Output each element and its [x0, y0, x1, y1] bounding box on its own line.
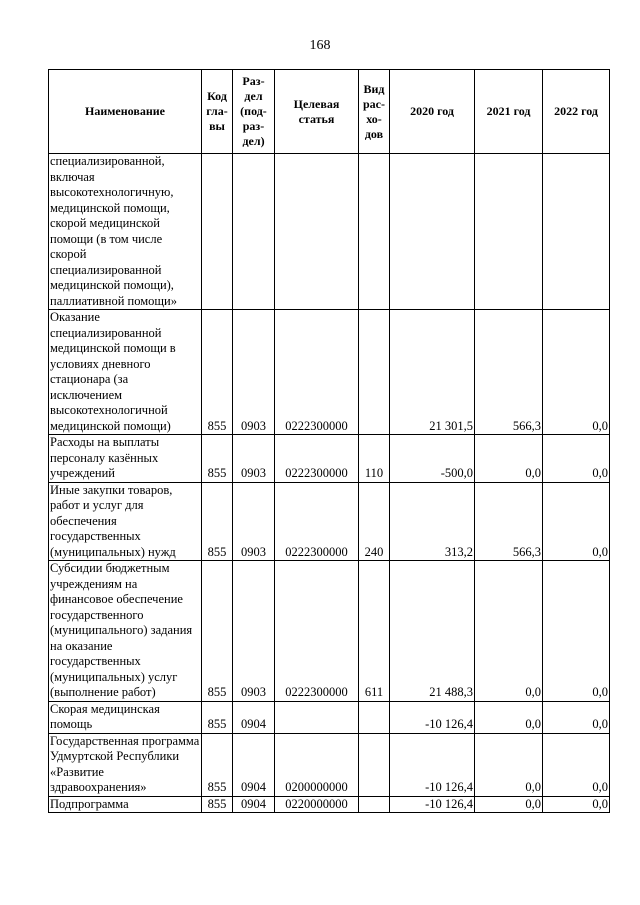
row-expense-type [359, 701, 390, 733]
row-name: Расходы на выплаты персоналу казённых учреждений [49, 435, 202, 483]
row-section: 0904 [233, 796, 275, 813]
row-2022: 0,0 [543, 310, 610, 435]
table-row [49, 701, 610, 733]
row-section: 0904 [233, 733, 275, 796]
row-chapter: 855 [202, 796, 233, 813]
row-2020: -10 126,4 [390, 701, 475, 733]
header-expense-type: Вид рас-хо-дов [359, 70, 390, 154]
table-row [49, 435, 610, 483]
row-target: 0222300000 [275, 435, 359, 483]
row-2020 [390, 154, 475, 310]
row-2020: -500,0 [390, 435, 475, 483]
row-2022: 0,0 [543, 733, 610, 796]
table-header [49, 70, 610, 154]
table-row [49, 733, 610, 796]
row-chapter: 855 [202, 435, 233, 483]
row-name: Субсидии бюджетным учреждениям на финансовое обеспечение государственного (муниципального) задания на оказание государственных (муниципальных) услуг (выполнение работ) [49, 561, 202, 702]
row-2020: 313,2 [390, 482, 475, 561]
row-target: 0222300000 [275, 310, 359, 435]
row-2021: 566,3 [475, 310, 543, 435]
header-2020: 2020 год [390, 70, 475, 154]
row-2021: 566,3 [475, 482, 543, 561]
row-2020: -10 126,4 [390, 796, 475, 813]
row-target: 0200000000 [275, 733, 359, 796]
row-name: специализированной, включая высокотехнологичную, медицинской помощи, скорой медицинской помощи (в том числе скорой специализированной медицинской помощи), паллиативной помощи» [49, 154, 202, 310]
row-expense-type [359, 796, 390, 813]
table-row [49, 310, 610, 435]
row-2021: 0,0 [475, 733, 543, 796]
row-target: 0222300000 [275, 561, 359, 702]
row-2020: -10 126,4 [390, 733, 475, 796]
table-row [49, 561, 610, 702]
row-chapter: 855 [202, 701, 233, 733]
row-expense-type [359, 733, 390, 796]
row-chapter [202, 154, 233, 310]
table-row [49, 796, 610, 813]
row-expense-type: 611 [359, 561, 390, 702]
row-section: 0904 [233, 701, 275, 733]
table-row [49, 482, 610, 561]
row-section: 0903 [233, 310, 275, 435]
row-2020: 21 488,3 [390, 561, 475, 702]
row-2021: 0,0 [475, 796, 543, 813]
row-chapter: 855 [202, 482, 233, 561]
row-chapter: 855 [202, 310, 233, 435]
row-name: Государственная программа Удмуртской Республики «Развитие здравоохранения» [49, 733, 202, 796]
header-chapter: Код гла-вы [202, 70, 233, 154]
row-2021 [475, 154, 543, 310]
row-chapter: 855 [202, 561, 233, 702]
row-expense-type [359, 310, 390, 435]
header-2021: 2021 год [475, 70, 543, 154]
row-2021: 0,0 [475, 561, 543, 702]
row-target: 0222300000 [275, 482, 359, 561]
row-expense-type: 110 [359, 435, 390, 483]
row-target [275, 154, 359, 310]
row-expense-type [359, 154, 390, 310]
row-2022: 0,0 [543, 435, 610, 483]
row-name: Скорая медицинская помощь [49, 701, 202, 733]
table-row [49, 154, 610, 310]
row-target: 0220000000 [275, 796, 359, 813]
row-section [233, 154, 275, 310]
row-section: 0903 [233, 561, 275, 702]
row-name: Оказание специализированной медицинской помощи в условиях дневного стационара (за исключением высокотехнологичной медицинской помощи) [49, 310, 202, 435]
header-2022: 2022 год [543, 70, 610, 154]
table-body [49, 154, 610, 813]
row-2022: 0,0 [543, 561, 610, 702]
row-section: 0903 [233, 482, 275, 561]
row-name: Подпрограмма [49, 796, 202, 813]
row-section: 0903 [233, 435, 275, 483]
row-chapter: 855 [202, 733, 233, 796]
row-2021: 0,0 [475, 701, 543, 733]
header-name: Наименование [49, 70, 202, 154]
row-target [275, 701, 359, 733]
header-section: Раз-дел (под-раз-дел) [233, 70, 275, 154]
header-target: Целевая статья [275, 70, 359, 154]
row-2022: 0,0 [543, 482, 610, 561]
row-name: Иные закупки товаров, работ и услуг для обеспечения государственных (муниципальных) нужд [49, 482, 202, 561]
budget-table [48, 69, 610, 813]
row-2020: 21 301,5 [390, 310, 475, 435]
row-expense-type: 240 [359, 482, 390, 561]
row-2022: 0,0 [543, 796, 610, 813]
row-2022 [543, 154, 610, 310]
row-2021: 0,0 [475, 435, 543, 483]
page-number: 168 [309, 38, 331, 53]
row-2022: 0,0 [543, 701, 610, 733]
